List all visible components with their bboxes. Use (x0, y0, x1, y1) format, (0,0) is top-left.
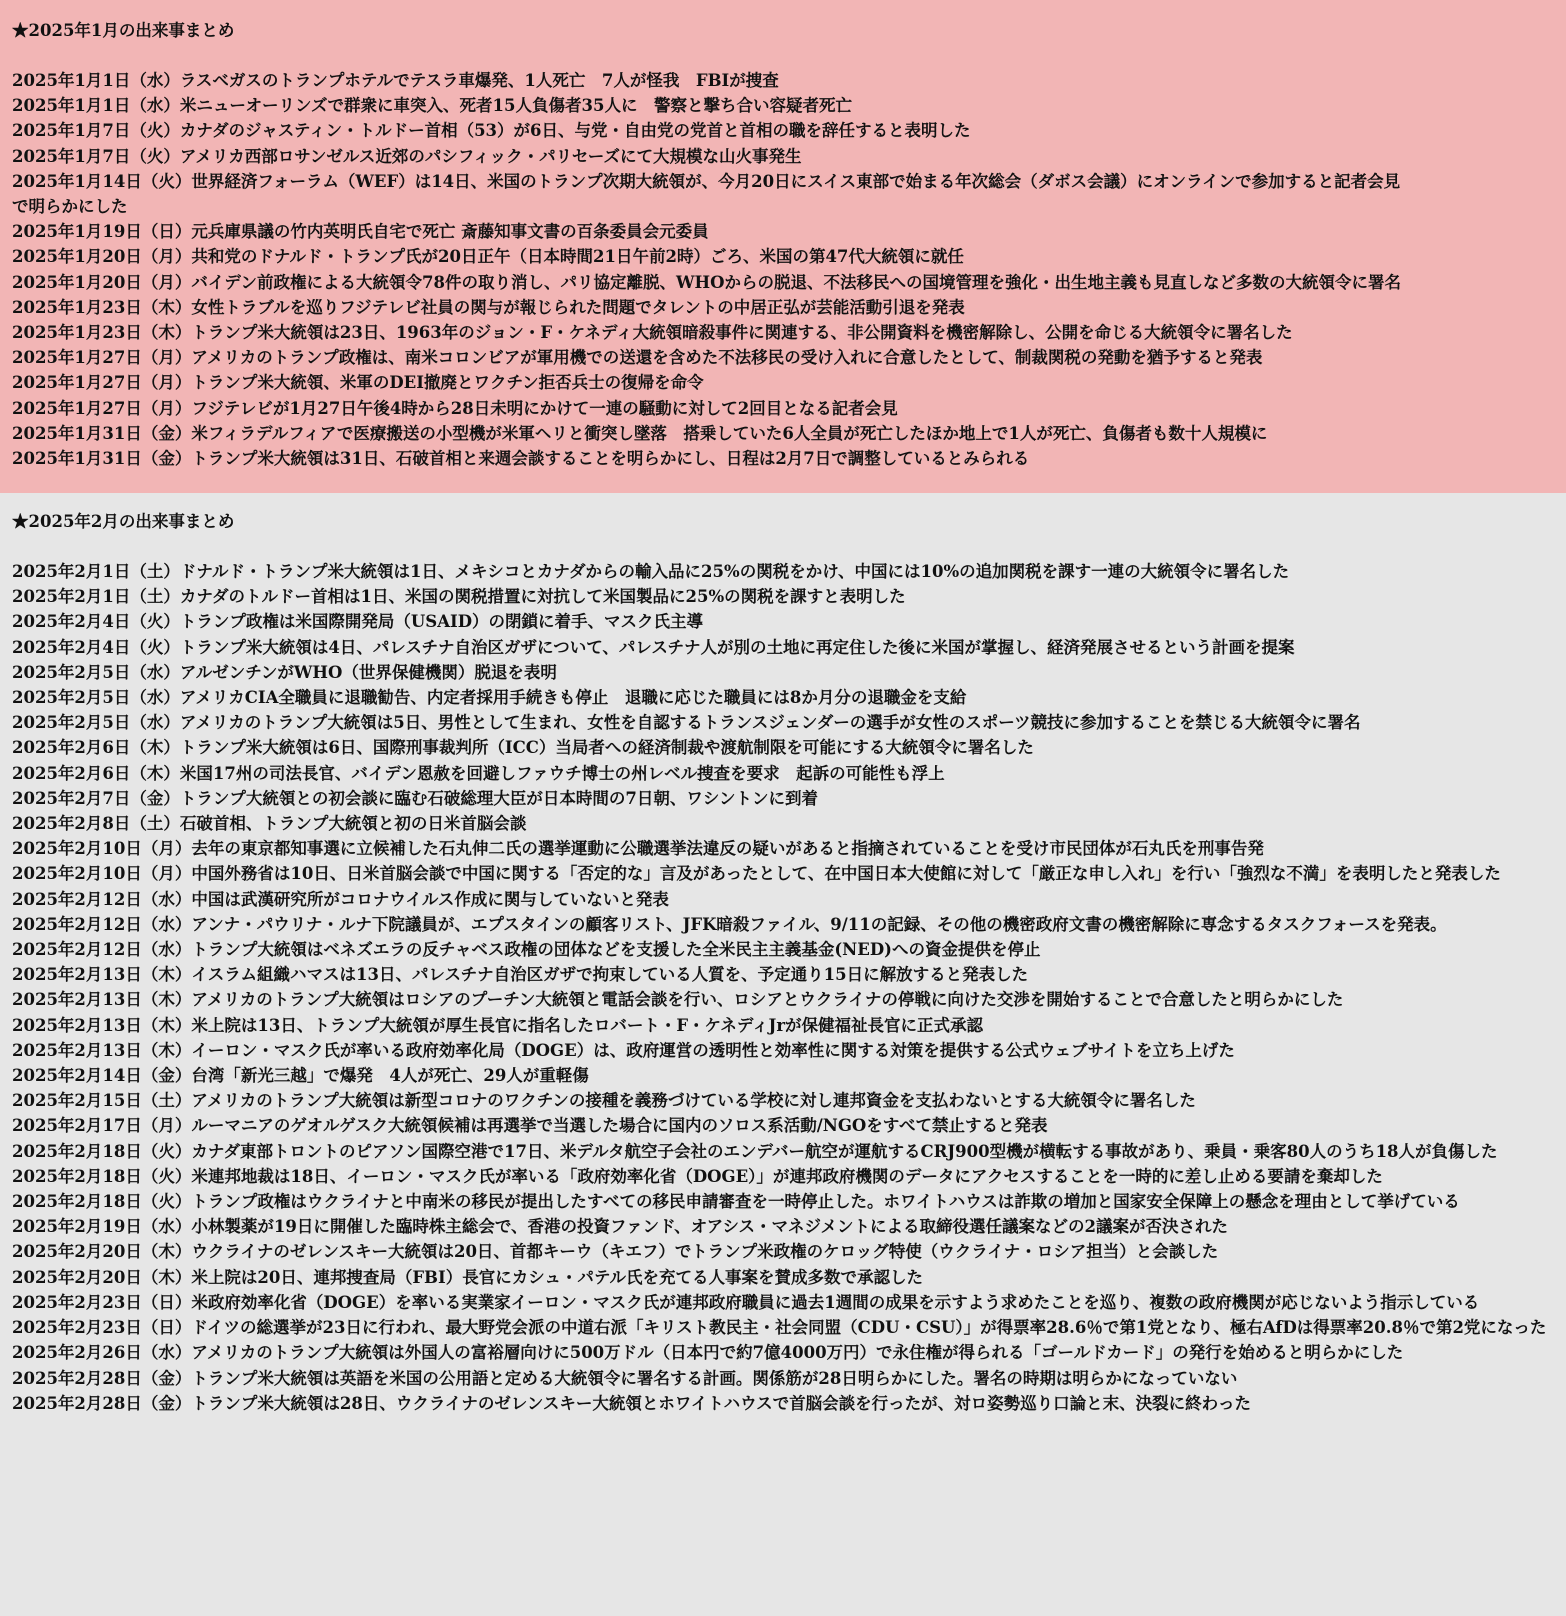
february-event-item: 2025年2月15日（土）アメリカのトランプ大統領は新型コロナのワクチンの接種を義務づけている学校に対し連邦資金を支払わないとする大統領令に署名した (12, 1091, 1196, 1111)
february-event-item: 2025年2月18日（火）米連邦地裁は18日、イーロン・マスク氏が率いる「政府効率化省（DOGE）」が連邦政府機関のデータにアクセスすることを一時的に差し止める要請を棄却した (12, 1166, 1383, 1186)
february-event-item: 2025年2月23日（日）ドイツの総選挙が23日に行われ、最大野党会派の中道右派「キリスト教民主・社会同盟（CDU・CSU）」が得票率28.6％で第1党となり、極右AfDは得票率20.8％で第2党になった (12, 1318, 1547, 1338)
february-event-item: 2025年2月4日（火）トランプ米大統領は4日、パレスチナ自治区ガザについて、パレスチナ人が別の土地に再定住した後に米国が掌握し、経済発展させるという計画を提案 (12, 637, 1295, 657)
january-heading: ★2025年1月の出来事まとめ (12, 21, 235, 40)
february-event-item: 2025年2月20日（木）米上院は20日、連邦捜査局（FBI）長官にカシュ・パテル氏を充てる人事案を賛成多数で承認した (12, 1267, 924, 1287)
february-event-item: 2025年2月6日（木）米国17州の司法長官、バイデン恩赦を回避しファウチ博士の州レベル捜査を要求 起訴の可能性も浮上 (12, 763, 945, 783)
january-event-item: 2025年1月27日（月）トランプ米大統領、米軍のDEI撤廃とワクチン拒否兵士の復帰を命令 (12, 373, 704, 393)
january-event-item: 2025年1月23日（木）トランプ米大統領は23日、1963年のジョン・F・ケネディ大統領暗殺事件に関連する、非公開資料を機密解除し、公開を命じる大統領令に署名した (12, 323, 1293, 343)
february-event-item: 2025年2月13日（木）アメリカのトランプ大統領はロシアのプーチン大統領と電話会談を行い、ロシアとウクライナの停戦に向けた交渉を開始することで合意したと明らかにした (12, 990, 1344, 1010)
february-event-item: 2025年2月18日（火）カナダ東部トロントのピアソン国際空港で17日、米デルタ航空子会社のエンデバー航空が運航するCRJ900型機が横転する事故があり、乗員・乗客80人のうち18人が負傷した (12, 1141, 1498, 1161)
february-event-item: 2025年2月1日（土）カナダのトルドー首相は1日、米国の関税措置に対抗して米国製品に25%の関税を課すと表明した (12, 587, 906, 607)
february-event-item: 2025年2月13日（木）イスラム組織ハマスは13日、パレスチナ自治区ガザで拘束している人質を、予定通り15日に解放すると発表した (12, 965, 1029, 985)
february-event-item: 2025年2月12日（水）アンナ・パウリナ・ルナ下院議員が、エプスタインの顧客リスト、JFK暗殺ファイル、9/11の記録、その他の機密政府文書の機密解除に専念するタスクフォースを発表。 (12, 914, 1447, 934)
february-event-item: 2025年2月18日（火）トランプ政権はウクライナと中南米の移民が提出したすべての移民申請審査を一時停止した。ホワイトハウスは詐欺の増加と国家安全保障上の懸念を理由として挙げている (12, 1192, 1460, 1212)
february-event-item: 2025年2月5日（水）アメリカのトランプ大統領は5日、男性として生まれ、女性を自認するトランスジェンダーの選手が女性のスポーツ競技に参加することを禁じる大統領令に署名 (12, 713, 1361, 733)
february-event-item: 2025年2月14日（金）台湾「新光三越」で爆発 4人が死亡、29人が重軽傷 (12, 1066, 589, 1086)
january-event-item: 2025年1月27日（月）フジテレビが1月27日午後4時から28日未明にかけて一連の騒動に対して2回目となる記者会見 (12, 398, 898, 418)
january-event-item: 2025年1月20日（月）バイデン前政権による大統領令78件の取り消し、パリ協定離脱、WHOからの脱退、不法移民への国境管理を強化・出生地主義も見直しなど多数の大統領令に署名 (12, 272, 1401, 292)
february-event-item: 2025年2月10日（月）去年の東京都知事選に立候補した石丸伸二氏の選挙運動に公職選挙法違反の疑いがあると指摘されていることを受け市民団体が石丸氏を刑事告発 (12, 839, 1264, 859)
february-event-item: 2025年2月26日（水）アメリカのトランプ大統領は外国人の富裕層向けに500万ドル（日本円で約7億4000万円）で永住権が得られる「ゴールドカード」の発行を始めると明らかにした (12, 1343, 1404, 1363)
january-event-item: 2025年1月1日（水）ラスベガスのトランプホテルでテスラ車爆発、1人死亡 7人が怪我 FBIが捜査 (12, 71, 779, 90)
february-event-item: 2025年2月12日（水）トランプ大統領はベネズエラの反チャベス政権の団体などを支援した全米民主主義基金(NED)への資金提供を停止 (12, 940, 1041, 960)
january-event-item: 2025年1月19日（日）元兵庫県議の竹内英明氏自宅で死亡 斎藤知事文書の百条委員会元委員 (12, 222, 709, 242)
january-event-item: 2025年1月31日（金）トランプ米大統領は31日、石破首相と来週会談することを明らかにし、日程は2月7日で調整しているとみられる (12, 449, 1030, 469)
january-event-item: 2025年1月27日（月）アメリカのトランプ政権は、南米コロンビアが軍用機での送還を含めた不法移民の受け入れに合意したとして、制裁関税の発動を猶予すると発表 (12, 348, 1263, 368)
february-event-item: 2025年2月6日（木）トランプ米大統領は6日、国際刑事裁判所（ICC）当局者への経済制裁や渡航制限を可能にする大統領令に署名した (12, 738, 1034, 758)
january-event-item: 2025年1月1日（水）米ニューオーリンズで群衆に車突入、死者15人負傷者35人に 警察と撃ち合い容疑者死亡 (12, 96, 852, 116)
february-event-item: 2025年2月12日（水）中国は武漢研究所がコロナウイルス作成に関与していないと発表 (12, 889, 669, 909)
february-event-item: 2025年2月10日（月）中国外務省は10日、日米首脳会談で中国に関する「否定的な」言及があったとして、在中国日本大使館に対して「厳正な申し入れ」を行い「強烈な不満」を表明したと発表した (12, 864, 1501, 884)
february-event-item: 2025年2月7日（金）トランプ大統領との初会談に臨む石破総理大臣が日本時間の7日朝、ワシントンに到着 (12, 788, 818, 808)
february-event-item: 2025年2月17日（月）ルーマニアのゲオルゲスク大統領候補は再選挙で当選した場合に国内のソロス系活動/NGOをすべて禁止すると発表 (12, 1116, 1048, 1136)
january-event-item: 2025年1月14日（火）世界経済フォーラム（WEF）は14日、米国のトランプ次期大統領が、今月20日にスイス東部で始まる年次総会（ダボス会議）にオンラインで参加すると記者会見で明らかにした (12, 171, 1401, 217)
january-event-list (12, 68, 1556, 471)
february-event-item: 2025年2月4日（火）トランプ政権は米国際開発局（USAID）の閉鎖に着手、マスク氏主導 (12, 612, 704, 632)
february-event-item: 2025年2月8日（土）石破首相、トランプ大統領と初の日米首脳会談 (12, 814, 527, 834)
january-section (0, 0, 1566, 493)
february-event-item: 2025年2月19日（水）小林製薬が19日に開催した臨時株主総会で、香港の投資ファンド、オアシス・マネジメントによる取締役選任議案などの2議案が否決された (12, 1217, 1229, 1237)
february-section (0, 493, 1566, 1616)
february-event-item: 2025年2月20日（木）ウクライナのゼレンスキー大統領は20日、首都キーウ（キエフ）でトランプ米政権のケロッグ特使（ウクライナ・ロシア担当）と会談した (12, 1242, 1219, 1262)
january-event-item: 2025年1月20日（月）共和党のドナルド・トランプ氏が20日正午（日本時間21日午前2時）ごろ、米国の第47代大統領に就任 (12, 247, 964, 267)
february-event-item: 2025年2月28日（金）トランプ米大統領は英語を米国の公用語と定める大統領令に署名する計画。関係筋が28日明らかにした。署名の時期は明らかになっていない (12, 1368, 1238, 1388)
february-event-item: 2025年2月13日（木）イーロン・マスク氏が率いる政府効率化局（DOGE）は、政府運営の透明性と効率性に関する対策を提供する公式ウェブサイトを立ち上げた (12, 1040, 1235, 1060)
february-event-item: 2025年2月23日（日）米政府効率化省（DOGE）を率いる実業家イーロン・マスク氏が連邦政府職員に過去1週間の成果を示すよう求めたことを巡り、複数の政府機関が応じないよう指示している (12, 1292, 1480, 1312)
february-event-item: 2025年2月5日（水）アメリカCIA全職員に退職勧告、内定者採用手続きも停止 退職に応じた職員には8か月分の退職金を支給 (12, 688, 967, 708)
february-event-item: 2025年2月5日（水）アルゼンチンがWHO（世界保健機関）脱退を表明 (12, 662, 557, 682)
february-event-item: 2025年2月13日（木）米上院は13日、トランプ大統領が厚生長官に指名したロバート・F・ケネディJrが保健福祉長官に正式承認 (12, 1015, 984, 1035)
january-event-item: 2025年1月23日（木）女性トラブルを巡りフジテレビ社員の関与が報じられた問題でタレントの中居正弘が芸能活動引退を発表 (12, 297, 965, 317)
february-heading: ★2025年2月の出来事まとめ (12, 512, 235, 531)
january-event-item: 2025年1月7日（火）アメリカ西部ロサンゼルス近郊のパシフィック・パリセーズにて大規模な山火事発生 (12, 146, 802, 166)
february-event-item: 2025年2月1日（土）ドナルド・トランプ米大統領は1日、メキシコとカナダからの輸入品に25%の関税をかけ、中国には10%の追加関税を課す一連の大統領令に署名した (12, 562, 1290, 581)
february-event-item: 2025年2月28日（金）トランプ米大統領は28日、ウクライナのゼレンスキー大統領とホワイトハウスで首脳会談を行ったが、対ロ姿勢巡り口論と末、決裂に終わった (12, 1393, 1251, 1413)
january-event-item: 2025年1月7日（火）カナダのジャスティン・トルドー首相（53）が6日、与党・自由党の党首と首相の職を辞任すると表明した (12, 121, 971, 141)
february-event-list (12, 559, 1556, 1416)
january-event-item: 2025年1月31日（金）米フィラデルフィアで医療搬送の小型機が米軍ヘリと衝突し墜落 搭乗していた6人全員が死亡したほか地上で1人が死亡、負傷者も数十人規模に (12, 423, 1268, 443)
